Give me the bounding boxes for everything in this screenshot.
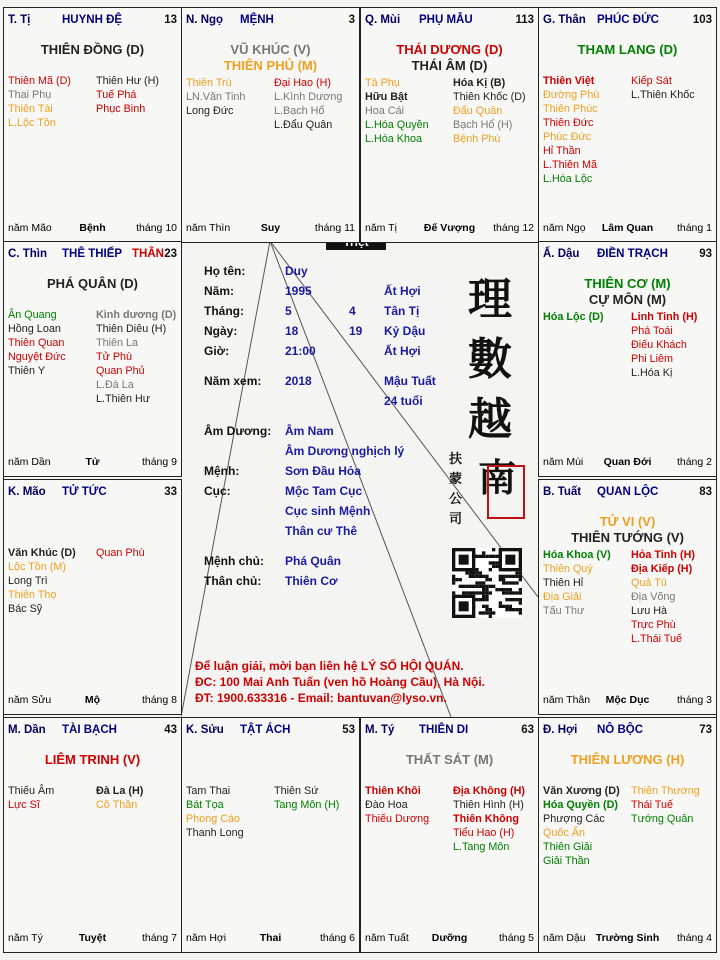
minor-star: L.Đẩu Quân xyxy=(274,119,333,131)
life-stage: Mộc Dục xyxy=(605,694,650,706)
main-star: THÁI ÂM (D) xyxy=(411,58,488,73)
year-can: Ất Hợi xyxy=(384,284,421,298)
palace-number: 13 xyxy=(164,14,177,26)
year-cycle: năm Hợi xyxy=(186,932,227,944)
yinyang-label: Âm Dương: xyxy=(204,424,272,438)
palace-number: 43 xyxy=(164,724,177,736)
name-label: Họ tên: xyxy=(204,264,246,278)
month-label: Tháng: xyxy=(204,304,244,318)
right-star-list xyxy=(274,784,339,812)
life-stage: Thai xyxy=(259,932,282,944)
month-cycle: tháng 11 xyxy=(314,222,355,234)
minor-star: Đại Hao (H) xyxy=(274,77,331,89)
minor-star: Điếu Khách xyxy=(631,339,687,351)
branch-label: Đ. Hợi xyxy=(543,724,578,736)
year-cycle: năm Mão xyxy=(8,222,52,234)
palace-cell-than xyxy=(538,7,717,243)
minor-star: L.Thiên Khốc xyxy=(631,89,695,101)
minor-star: Thái Tuế xyxy=(631,799,674,811)
minor-star: Tả Phụ xyxy=(365,77,400,89)
than-cu-note: Thân cư Thê xyxy=(285,524,358,538)
calligraphy-char-2: 數 xyxy=(468,334,512,385)
life-stage: Lâm Quan xyxy=(601,222,654,234)
palace-name: PHÚC ĐỨC xyxy=(597,14,659,26)
minor-star: Thiên Tài xyxy=(8,103,53,115)
minor-star: Thiên Quan xyxy=(8,337,65,349)
left-star-list xyxy=(8,546,76,616)
palace-cell-hoi xyxy=(538,717,717,953)
palace-number: 83 xyxy=(699,486,712,498)
minor-star: Đường Phù xyxy=(543,89,600,101)
palace-number: 73 xyxy=(699,724,712,736)
branch-label: M. Tý xyxy=(365,724,395,736)
minor-star: Hữu Bật xyxy=(365,91,408,103)
minor-star: Phúc Đức xyxy=(543,131,592,143)
palace-header xyxy=(8,14,177,28)
cuc-value: Mộc Tam Cục xyxy=(285,484,363,498)
minor-star: Lưu Hà xyxy=(631,605,668,617)
palace-footer xyxy=(543,222,712,236)
contact-line-2: ĐC: 100 Mai Anh Tuấn (ven hồ Hoàng Cầu), Hà Nội. xyxy=(195,675,486,689)
year-cycle: năm Tị xyxy=(365,222,397,234)
menh-chu-label: Mệnh chủ: xyxy=(204,554,264,568)
month-lunar: 4 xyxy=(349,304,356,318)
branch-label: B. Tuất xyxy=(543,486,582,498)
year-cycle: năm Dần xyxy=(8,456,51,468)
palace-cell-dan xyxy=(3,717,182,953)
minor-star: Phục Binh xyxy=(96,103,146,115)
right-star-list xyxy=(631,310,697,380)
contact-line-1: Để luận giải, mời bạn liên hệ LÝ SỐ HỘI QUÁN. xyxy=(195,659,464,673)
minor-star: Tấu Thư xyxy=(543,605,585,617)
month-cycle: tháng 7 xyxy=(141,932,177,944)
palace-cell-mao xyxy=(3,479,182,715)
palace-footer xyxy=(186,932,355,946)
minor-star: Thiên Thọ xyxy=(8,589,57,601)
right-star-list xyxy=(96,74,159,116)
life-stage: Bệnh xyxy=(79,222,106,234)
year-cycle: năm Tuất xyxy=(365,932,409,944)
minor-star: Thiên Mã (D) xyxy=(8,75,71,87)
minor-star: Thiên Đức xyxy=(543,117,594,129)
left-star-list xyxy=(543,784,620,868)
minor-star: Tuế Phá xyxy=(96,89,137,101)
minor-star: Quả Tú xyxy=(631,577,667,589)
minor-star: Địa Không (H) xyxy=(453,785,525,797)
palace-footer xyxy=(8,694,177,708)
minor-star: Bác Sỹ xyxy=(8,603,43,615)
left-star-list xyxy=(186,76,245,118)
minor-star: Kình dương (D) xyxy=(96,309,177,321)
branch-label: Q. Mùi xyxy=(365,14,401,26)
palace-number: 63 xyxy=(521,724,534,736)
minor-star: Tam Thai xyxy=(186,785,231,797)
minor-star: Hóa Khoa (V) xyxy=(543,549,611,561)
right-star-list xyxy=(96,546,145,560)
main-star: TỬ VI (V) xyxy=(599,514,656,529)
main-star: VŨ KHÚC (V) xyxy=(230,42,311,57)
palace-header xyxy=(186,724,355,738)
minor-star: Hỉ Thần xyxy=(543,145,581,157)
minor-star: Thiếu Âm xyxy=(8,785,55,797)
minor-star: Tướng Quân xyxy=(631,813,694,825)
life-stage: Tử xyxy=(85,456,100,468)
minor-star: Thiên Y xyxy=(8,365,46,377)
palace-number: 93 xyxy=(699,248,712,260)
minor-star: L.Tang Môn xyxy=(453,841,510,853)
than-tag: THÂN xyxy=(132,248,164,260)
month-cycle: tháng 8 xyxy=(141,694,177,706)
palace-number: 113 xyxy=(515,14,534,26)
year-cycle: năm Ngọ xyxy=(543,222,586,234)
red-seal xyxy=(487,465,525,519)
palace-footer xyxy=(543,932,712,946)
age-value: 24 tuổi xyxy=(384,394,423,408)
palace-footer xyxy=(8,456,177,470)
right-star-list xyxy=(631,784,700,826)
minor-star: Thiên Việt xyxy=(543,75,595,87)
month-can: Tân Tị xyxy=(384,304,420,318)
main-star: THIÊN ĐỒNG (D) xyxy=(40,42,145,57)
palace-name: THIÊN DI xyxy=(419,724,469,736)
minor-star: Thiên Hư (H) xyxy=(96,75,160,87)
year-cycle: năm Tý xyxy=(8,932,43,944)
than-chu-label: Thân chủ: xyxy=(204,574,262,588)
palace-number: 53 xyxy=(342,724,355,736)
main-star: THAM LANG (D) xyxy=(577,42,678,57)
palace-name: ĐIỀN TRẠCH xyxy=(597,248,668,260)
branch-label: T. Tị xyxy=(8,14,31,26)
minor-star: Lộc Tồn (M) xyxy=(8,561,67,573)
minor-star: Thiên La xyxy=(96,337,139,349)
minor-star: Bệnh Phù xyxy=(453,133,501,145)
life-stage: Trường Sinh xyxy=(595,932,660,944)
month-cycle: tháng 5 xyxy=(498,932,534,944)
month-cycle: tháng 9 xyxy=(141,456,177,468)
minor-star: Văn Khúc (D) xyxy=(8,547,76,559)
year-cycle: năm Thìn xyxy=(186,222,231,234)
left-star-list xyxy=(8,784,54,812)
main-star: PHÁ QUÂN (D) xyxy=(47,276,138,291)
right-star-list xyxy=(631,74,695,102)
minor-star: Đào Hoa xyxy=(365,799,408,811)
minor-star: Thiếu Dương xyxy=(365,813,430,825)
year-cycle: năm Mùi xyxy=(543,456,584,468)
palace-header xyxy=(543,248,712,262)
day-lunar: 19 xyxy=(349,324,363,338)
palace-name: TẬT ÁCH xyxy=(240,724,291,736)
palace-number: 33 xyxy=(164,486,177,498)
left-star-list xyxy=(186,784,244,840)
minor-star: Thiên Hình (H) xyxy=(453,799,524,811)
main-star: THẤT SÁT (M) xyxy=(405,752,494,767)
minor-star: Phượng Các xyxy=(543,813,605,825)
year-cycle: năm Thân xyxy=(543,694,591,706)
minor-star: Phong Cáo xyxy=(186,813,241,825)
palace-header xyxy=(8,724,177,738)
right-star-list xyxy=(274,76,342,132)
palace-footer xyxy=(186,222,355,236)
hour-value: 21:00 xyxy=(285,344,316,358)
minor-star: Hoa Cái xyxy=(365,105,405,117)
yinyang-value: Âm Nam xyxy=(285,424,334,438)
branch-label: M. Dần xyxy=(8,724,46,736)
right-star-list xyxy=(96,308,176,406)
palace-name: TÀI BẠCH xyxy=(62,724,117,736)
minor-star: Thiên Khôi xyxy=(365,785,421,797)
view-year-can: Mậu Tuất xyxy=(384,374,436,388)
minor-star: Thiên Thương xyxy=(631,785,700,797)
palace-footer xyxy=(8,222,177,236)
life-stage: Suy xyxy=(260,222,281,234)
menh-label: Mệnh: xyxy=(204,464,240,478)
life-stage: Đế Vượng xyxy=(423,222,476,234)
minor-star: Bát Tọa xyxy=(186,799,224,811)
minor-star: Phá Toái xyxy=(631,325,673,337)
palace-cell-mui xyxy=(360,7,539,243)
palace-header xyxy=(543,724,712,738)
palace-footer xyxy=(543,694,712,708)
minor-star: Bạch Hổ (H) xyxy=(453,119,513,131)
minor-star: L.Hóa Lộc xyxy=(543,173,593,185)
minor-star: Đà La (H) xyxy=(96,785,144,797)
day-label: Ngày: xyxy=(204,324,238,338)
left-star-list xyxy=(365,784,429,826)
main-star: CỰ MÔN (M) xyxy=(588,292,667,307)
name-value: Duy xyxy=(285,264,308,278)
minor-star: L.Hóa Kị xyxy=(631,367,673,379)
branch-label: K. Mão xyxy=(8,486,46,498)
left-star-list xyxy=(365,76,429,146)
right-star-list xyxy=(453,76,526,146)
month-value: 5 xyxy=(285,304,292,318)
contact-info xyxy=(195,658,485,706)
palace-footer xyxy=(8,932,177,946)
calligraphy-char-1: 理 xyxy=(468,274,512,325)
company-seal-text: 扶 蒙 公 司 xyxy=(449,452,463,527)
minor-star: Tang Môn (H) xyxy=(274,799,340,811)
minor-star: Đẩu Quân xyxy=(453,105,503,117)
minor-star: Hóa Quyền (D) xyxy=(543,799,618,811)
left-star-list xyxy=(543,548,611,618)
year-value: 1995 xyxy=(285,284,312,298)
than-chu-value: Thiên Cơ xyxy=(285,574,338,588)
minor-star: Tử Phù xyxy=(96,351,133,363)
minor-star: Quan Phù xyxy=(96,547,145,559)
calligraphy-char-3: 越 xyxy=(468,394,512,445)
minor-star: Địa Giải xyxy=(543,591,582,603)
minor-star: Linh Tinh (H) xyxy=(631,311,698,323)
minor-star: Địa Kiếp (H) xyxy=(631,563,693,575)
hour-can: Ất Hợi xyxy=(384,344,421,358)
branch-label: N. Ngọ xyxy=(186,14,224,26)
minor-star: Hóa Kị (B) xyxy=(453,77,506,89)
minor-star: Hóa Lộc (D) xyxy=(543,311,604,323)
month-cycle: tháng 4 xyxy=(676,932,712,944)
palace-name: MỆNH xyxy=(240,14,274,26)
contact-line-3: ĐT: 1900.633316 - Email: bantuvan@lyso.vn. xyxy=(195,691,447,705)
life-stage: Quan Đới xyxy=(603,456,652,468)
minor-star: Long Đức xyxy=(186,105,234,117)
minor-star: Thiên Không xyxy=(453,813,519,825)
right-star-list xyxy=(631,548,695,646)
year-cycle: năm Sửu xyxy=(8,694,52,706)
palace-name: HUYNH ĐỆ xyxy=(62,14,123,26)
palace-footer xyxy=(543,456,712,470)
view-year-label: Năm xem: xyxy=(204,374,262,388)
palace-header xyxy=(365,14,534,28)
minor-star: L.Hóa Khoa xyxy=(365,133,423,145)
palace-footer xyxy=(365,222,534,236)
minor-star: L.Kình Dương xyxy=(274,91,343,103)
menh-chu-value: Phá Quân xyxy=(285,554,342,568)
palace-number: 3 xyxy=(348,14,355,26)
minor-star: L.Bạch Hổ xyxy=(274,105,325,117)
minor-star: L.Đà La xyxy=(96,379,134,391)
left-star-list xyxy=(543,74,599,186)
minor-star: L.Thái Tuế xyxy=(631,633,683,645)
minor-star: Quan Phủ xyxy=(96,365,145,377)
month-cycle: tháng 6 xyxy=(319,932,355,944)
minor-star: Nguyệt Đức xyxy=(8,351,66,363)
life-stage: Mộ xyxy=(84,694,101,706)
palace-cell-dau xyxy=(538,241,717,477)
minor-star: Hỏa Tinh (H) xyxy=(631,549,695,561)
right-star-list xyxy=(96,784,143,812)
palace-name: TỬ TỨC xyxy=(62,486,107,498)
year-cycle: năm Dậu xyxy=(543,932,586,944)
palace-header xyxy=(543,486,712,500)
minor-star: Phi Liêm xyxy=(631,353,674,365)
life-stage: Dưỡng xyxy=(431,932,468,944)
main-star: THIÊN PHỦ (M) xyxy=(223,58,318,73)
minor-star: L.Thiên Hư xyxy=(96,393,151,405)
minor-star: Long Trì xyxy=(8,575,48,587)
day-can: Kỷ Dậu xyxy=(384,324,426,338)
view-year-value: 2018 xyxy=(285,374,312,388)
month-cycle: tháng 12 xyxy=(493,222,534,234)
main-star: THIÊN LƯƠNG (H) xyxy=(570,752,685,767)
palace-header xyxy=(8,248,177,262)
palace-cell-thin xyxy=(3,241,182,477)
palace-name: QUAN LỘC xyxy=(597,486,659,498)
calligraphy-char-4: 南 xyxy=(478,455,517,500)
minor-star: Giải Thần xyxy=(543,855,590,867)
minor-star: Trực Phù xyxy=(631,619,676,631)
minor-star: L.Thiên Mã xyxy=(543,159,598,171)
qr-code-icon xyxy=(452,548,522,618)
minor-star: Thiên Hỉ xyxy=(543,577,584,589)
menh-value: Sơn Đầu Hỏa xyxy=(285,464,361,478)
palace-cell-suu xyxy=(181,717,360,953)
minor-star: Thiên Giải xyxy=(543,841,593,853)
minor-star: Quốc Ấn xyxy=(543,827,586,839)
palace-cell-ty2 xyxy=(360,717,539,953)
hour-label: Giờ: xyxy=(204,344,230,358)
minor-star: Thiên Phúc xyxy=(543,103,598,115)
palace-number: 23 xyxy=(164,248,177,260)
palace-header xyxy=(543,14,712,28)
minor-star: Thiên Diêu (H) xyxy=(96,323,167,335)
main-star: THIÊN CƠ (M) xyxy=(584,276,671,291)
left-star-list xyxy=(543,310,604,324)
minor-star: Thiên Sứ xyxy=(274,785,319,797)
main-star: LIÊM TRINH (V) xyxy=(44,752,141,767)
cuc-note: Cục sinh Mệnh xyxy=(285,504,371,518)
cuc-label: Cục: xyxy=(204,484,231,498)
minor-star: Văn Xương (D) xyxy=(543,785,620,797)
branch-label: C. Thìn xyxy=(8,248,47,260)
left-star-list xyxy=(8,308,66,378)
minor-star: Thiên Khốc (D) xyxy=(453,91,526,103)
right-star-list xyxy=(453,784,525,854)
day-value: 18 xyxy=(285,324,299,338)
minor-star: LN.Văn Tinh xyxy=(186,91,246,103)
minor-star: Thiên Quý xyxy=(543,563,593,575)
minor-star: Hồng Loan xyxy=(8,323,61,335)
branch-label: G. Thân xyxy=(543,14,586,26)
palace-cell-ty xyxy=(3,7,182,243)
palace-footer xyxy=(365,932,534,946)
minor-star: Lực Sĩ xyxy=(8,799,40,811)
month-cycle: tháng 2 xyxy=(676,456,712,468)
minor-star: Tiểu Hao (H) xyxy=(453,827,515,839)
year-label: Năm: xyxy=(204,284,235,298)
life-stage: Tuyệt xyxy=(78,932,107,944)
palace-name: THÊ THIẾP xyxy=(62,248,123,260)
month-cycle: tháng 3 xyxy=(676,694,712,706)
branch-label: Ấ. Dậu xyxy=(543,248,580,260)
month-cycle: tháng 1 xyxy=(676,222,712,234)
minor-star: Thai Phụ xyxy=(8,89,52,101)
palace-header xyxy=(8,486,177,500)
minor-star: L.Hóa Quyền xyxy=(365,119,429,131)
minor-star: Địa Võng xyxy=(631,591,676,603)
main-star: THÁI DƯƠNG (D) xyxy=(396,42,503,57)
palace-number: 103 xyxy=(692,14,712,26)
minor-star: Cô Thần xyxy=(96,799,138,811)
palace-name: PHỤ MẪU xyxy=(419,14,473,26)
minor-star: Thanh Long xyxy=(186,827,244,839)
minor-star: L.Lộc Tồn xyxy=(8,117,56,129)
palace-cell-ngo xyxy=(181,7,360,243)
palace-cell-tuat xyxy=(538,479,717,715)
palace-header xyxy=(365,724,534,738)
left-star-list xyxy=(8,74,71,130)
yinyang-note: Âm Dương nghịch lý xyxy=(285,444,405,458)
main-star: THIÊN TƯỚNG (V) xyxy=(571,530,684,545)
minor-star: Kiếp Sát xyxy=(631,75,672,87)
palace-name: NÔ BỘC xyxy=(597,724,643,736)
month-cycle: tháng 10 xyxy=(136,222,177,234)
minor-star: Thiên Trù xyxy=(186,77,232,89)
branch-label: K. Sửu xyxy=(186,724,224,736)
palace-header xyxy=(186,14,355,28)
minor-star: Ân Quang xyxy=(8,309,57,321)
